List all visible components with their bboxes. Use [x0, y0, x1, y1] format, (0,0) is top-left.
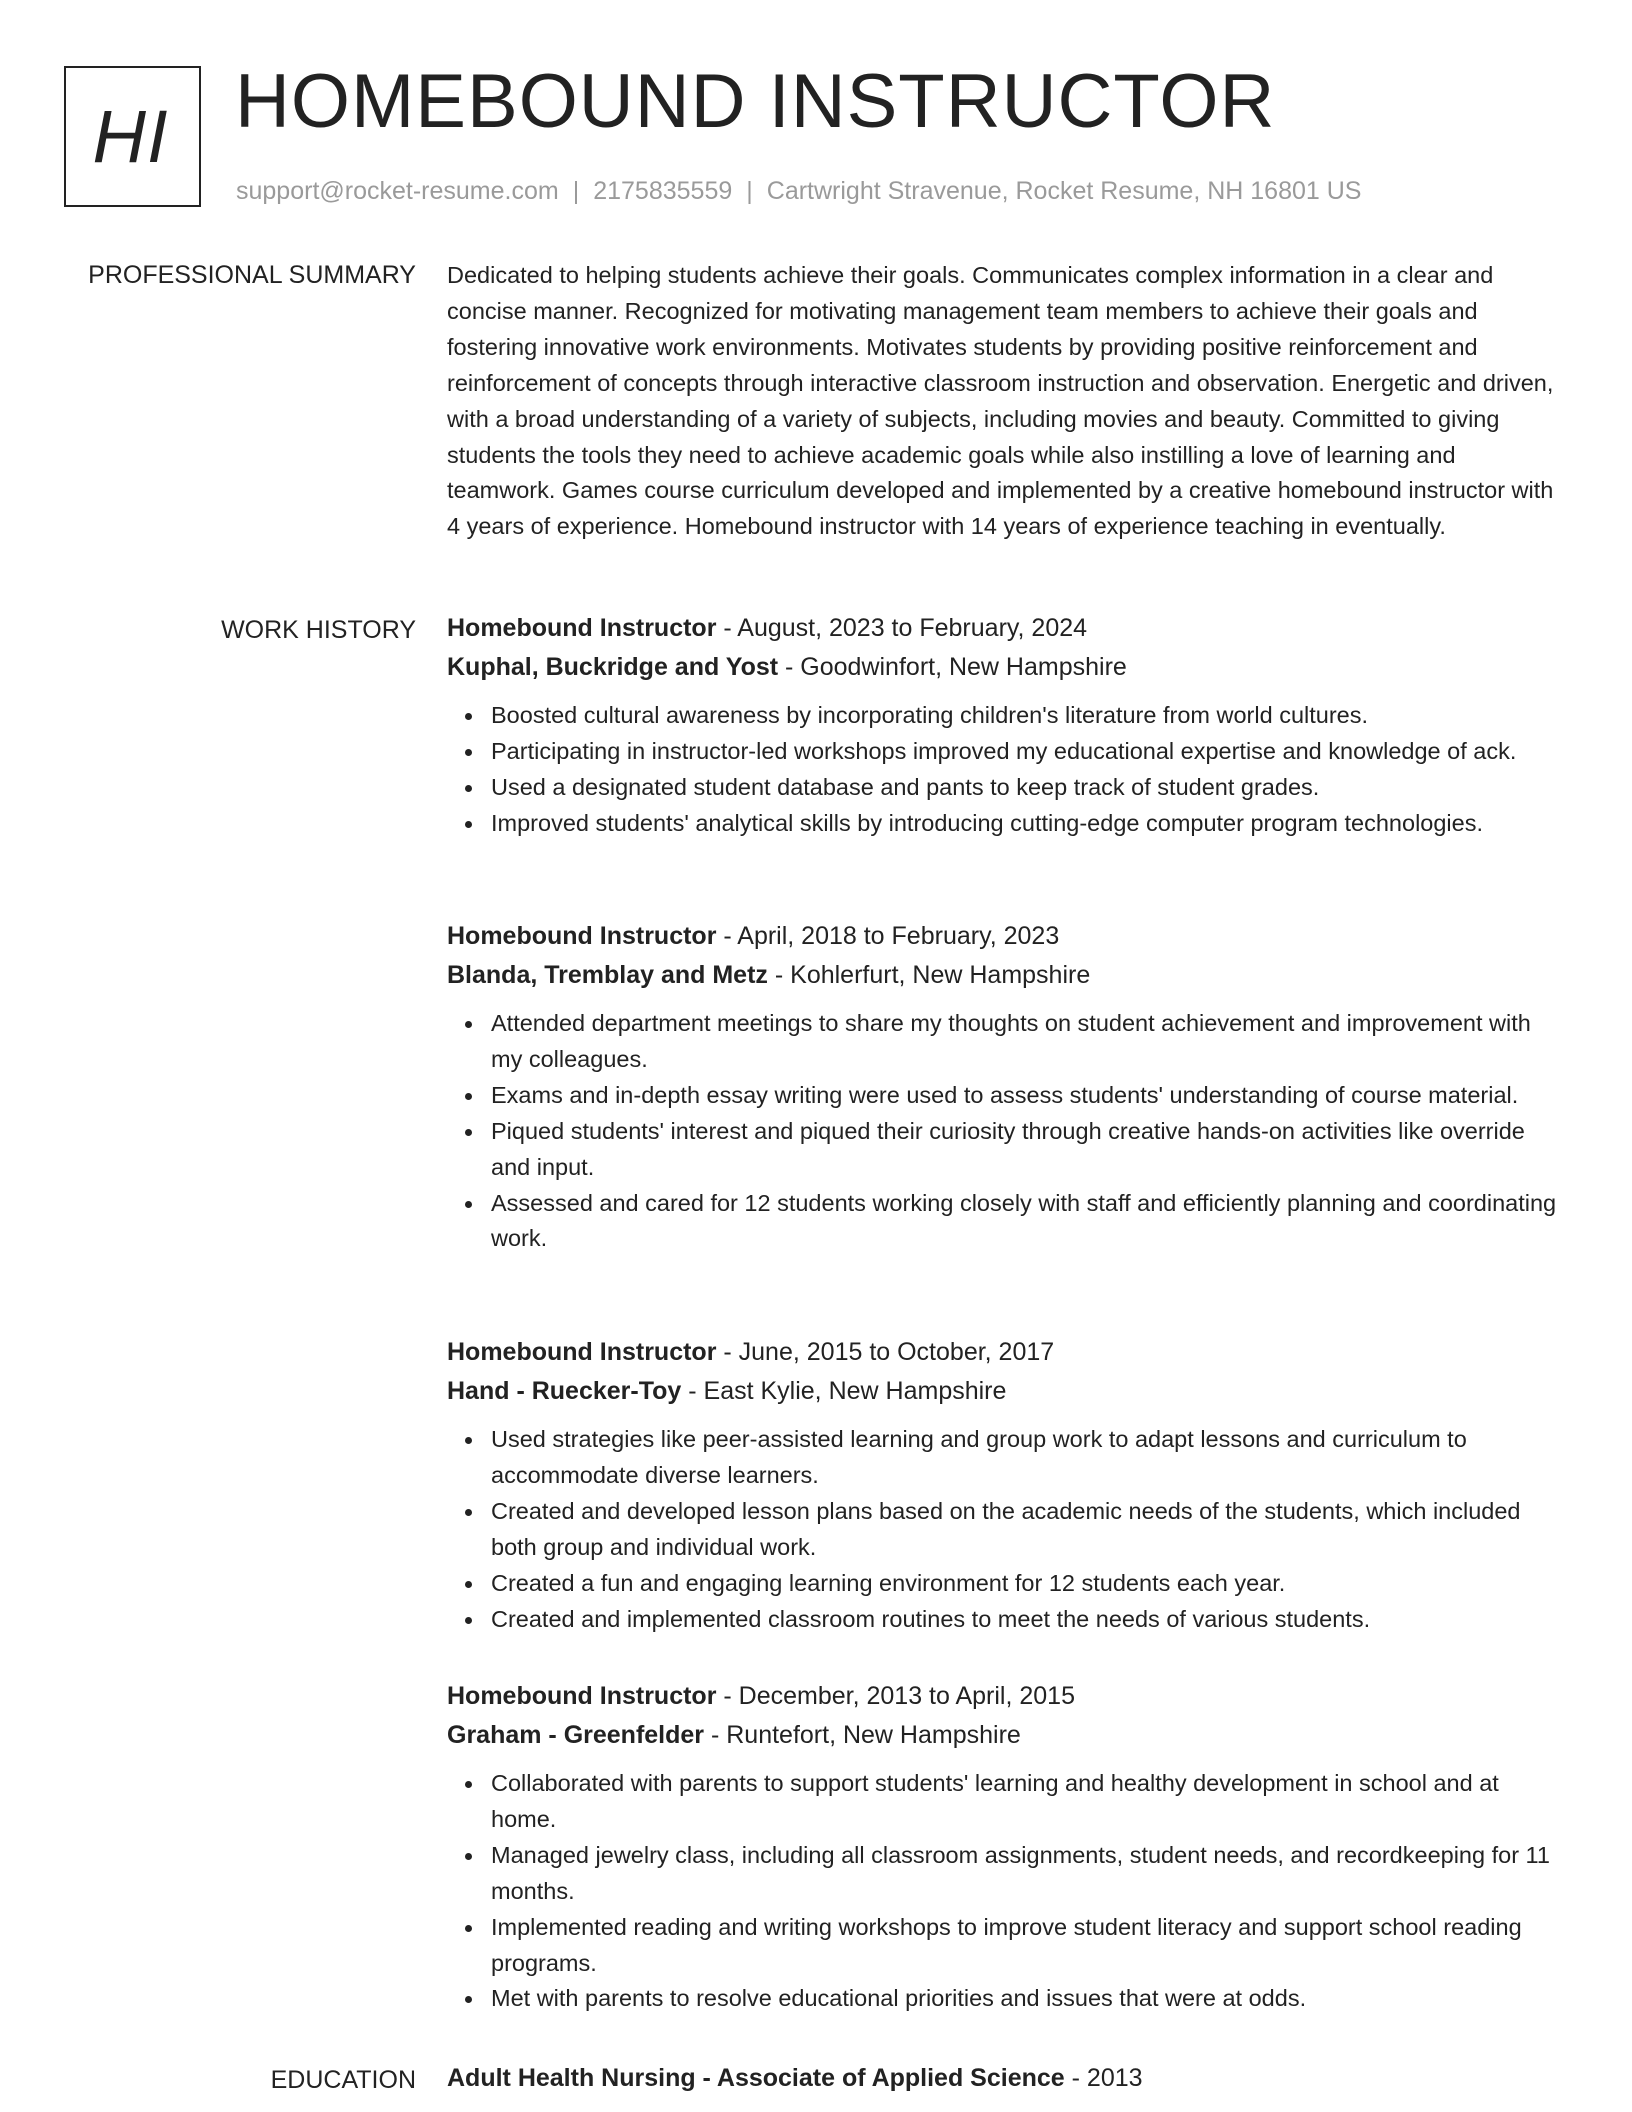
job-bullet: Improved students' analytical skills by introducing cutting-edge computer program technologies.	[491, 806, 1567, 842]
summary-section	[447, 258, 1567, 545]
contact-address: Cartwright Stravenue, Rocket Resume, NH 16801 US	[766, 177, 1362, 205]
job-location: - Goodwinfort, New Hampshire	[778, 652, 1127, 681]
job-bullet: Created and implemented classroom routines to meet the needs of various students.	[491, 1602, 1567, 1638]
job-entry	[447, 1333, 1567, 1637]
summary-text: Dedicated to helping students achieve their goals. Communicates complex information in a clear and concise manner. Recognized for motivating management team members to achieve their goals and fostering innovative work environments. Motivates students by providing positive reinforcement and reinforcement of concepts through interactive classroom instruction and observation. Energetic and driven, with a broad understanding of a variety of subjects, including movies and beauty. Committed to giving students the tools they need to achieve academic goals while also instilling a love of learning and teamwork. Games course curriculum developed and implemented by a creative homebound instructor with 4 years of experience. Homebound instructor with 14 years of experience teaching in eventually.	[447, 262, 1554, 540]
job-bullet: Implemented reading and writing workshops to improve student literacy and support school reading programs.	[491, 1910, 1567, 1982]
job-bullet: Used strategies like peer-assisted learning and group work to adapt lessons and curriculum to accommodate diverse learners.	[491, 1422, 1567, 1494]
job-location: - East Kylie, New Hampshire	[681, 1376, 1007, 1405]
contact-line	[236, 174, 1361, 208]
job-company-line	[447, 1372, 1567, 1411]
job-bullet: Participating in instructor-led workshops improved my educational expertise and knowledge of ack.	[491, 734, 1567, 770]
job-company-line	[447, 1716, 1567, 1755]
section-label-professional-summary: PROFESSIONAL SUMMARY	[88, 261, 416, 289]
job-company: Graham - Greenfelder	[447, 1720, 705, 1749]
job-title-line	[447, 1677, 1567, 1716]
job-bullet: Attended department meetings to share my thoughts on student achievement and improvement with my colleagues.	[491, 1006, 1567, 1078]
job-title: Homebound Instructor	[447, 1338, 717, 1366]
job-title-line	[447, 917, 1567, 956]
job-title: Homebound Instructor	[447, 1682, 717, 1710]
job-bullet: Managed jewelry class, including all classroom assignments, student needs, and recordkeeping for 11 months.	[491, 1838, 1567, 1910]
job-bullet-list	[447, 698, 1567, 842]
education-degree-line	[447, 2059, 1567, 2098]
job-entry	[447, 1677, 1567, 2017]
job-company-line	[447, 648, 1567, 687]
job-company: Hand - Ruecker-Toy	[447, 1376, 682, 1405]
monogram-initials: HI	[92, 95, 169, 178]
monogram-box	[64, 66, 201, 207]
job-dates: - June, 2015 to October, 2017	[716, 1338, 1055, 1366]
job-bullet: Piqued students' interest and piqued their curiosity through creative hands-on activities like override and input.	[491, 1114, 1567, 1186]
section-label-education: EDUCATION	[270, 2066, 416, 2094]
job-bullet: Created a fun and engaging learning environment for 12 students each year.	[491, 1566, 1567, 1602]
education-year: - 2013	[1064, 2064, 1143, 2092]
job-bullet: Assessed and cared for 12 students working closely with staff and efficiently planning and coordinating work.	[491, 1186, 1567, 1258]
job-title: Homebound Instructor	[447, 922, 717, 950]
job-title: Homebound Instructor	[447, 614, 717, 642]
job-dates: - August, 2023 to February, 2024	[716, 614, 1088, 642]
job-bullet-list	[447, 1422, 1567, 1637]
job-entry	[447, 917, 1567, 1257]
education-degree: Adult Health Nursing - Associate of Applied Science	[447, 2064, 1065, 2092]
job-location: - Kohlerfurt, New Hampshire	[767, 960, 1091, 989]
page-title: HOMEBOUND INSTRUCTOR	[235, 59, 1276, 144]
job-entry	[447, 609, 1567, 842]
job-title-line	[447, 1333, 1567, 1372]
job-company: Kuphal, Buckridge and Yost	[447, 652, 779, 681]
contact-separator: |	[572, 177, 580, 205]
job-dates: - December, 2013 to April, 2015	[716, 1682, 1075, 1710]
job-bullet: Boosted cultural awareness by incorporating children's literature from world cultures.	[491, 698, 1567, 734]
contact-email: support@rocket-resume.com	[236, 177, 559, 205]
contact-phone: 2175835559	[593, 177, 733, 205]
job-bullet: Exams and in-depth essay writing were used to assess students' understanding of course material.	[491, 1078, 1567, 1114]
contact-separator: |	[746, 177, 753, 205]
job-bullet-list	[447, 1006, 1567, 1257]
job-title-line	[447, 609, 1567, 648]
job-bullet: Used a designated student database and pants to keep track of student grades.	[491, 770, 1567, 806]
job-location: - Runtefort, New Hampshire	[704, 1720, 1021, 1749]
job-bullet: Collaborated with parents to support students' learning and healthy development in school and at home.	[491, 1766, 1567, 1838]
job-company-line	[447, 956, 1567, 995]
job-dates: - April, 2018 to February, 2023	[716, 922, 1060, 950]
section-label-work-history: WORK HISTORY	[221, 616, 416, 644]
job-bullet-list	[447, 1766, 1567, 2017]
education-entry	[447, 2059, 1567, 2098]
job-bullet: Met with parents to resolve educational priorities and issues that were at odds.	[491, 1981, 1567, 2017]
job-company: Blanda, Tremblay and Metz	[447, 960, 768, 989]
job-bullet: Created and developed lesson plans based on the academic needs of the students, which included both group and individual work.	[491, 1494, 1567, 1566]
